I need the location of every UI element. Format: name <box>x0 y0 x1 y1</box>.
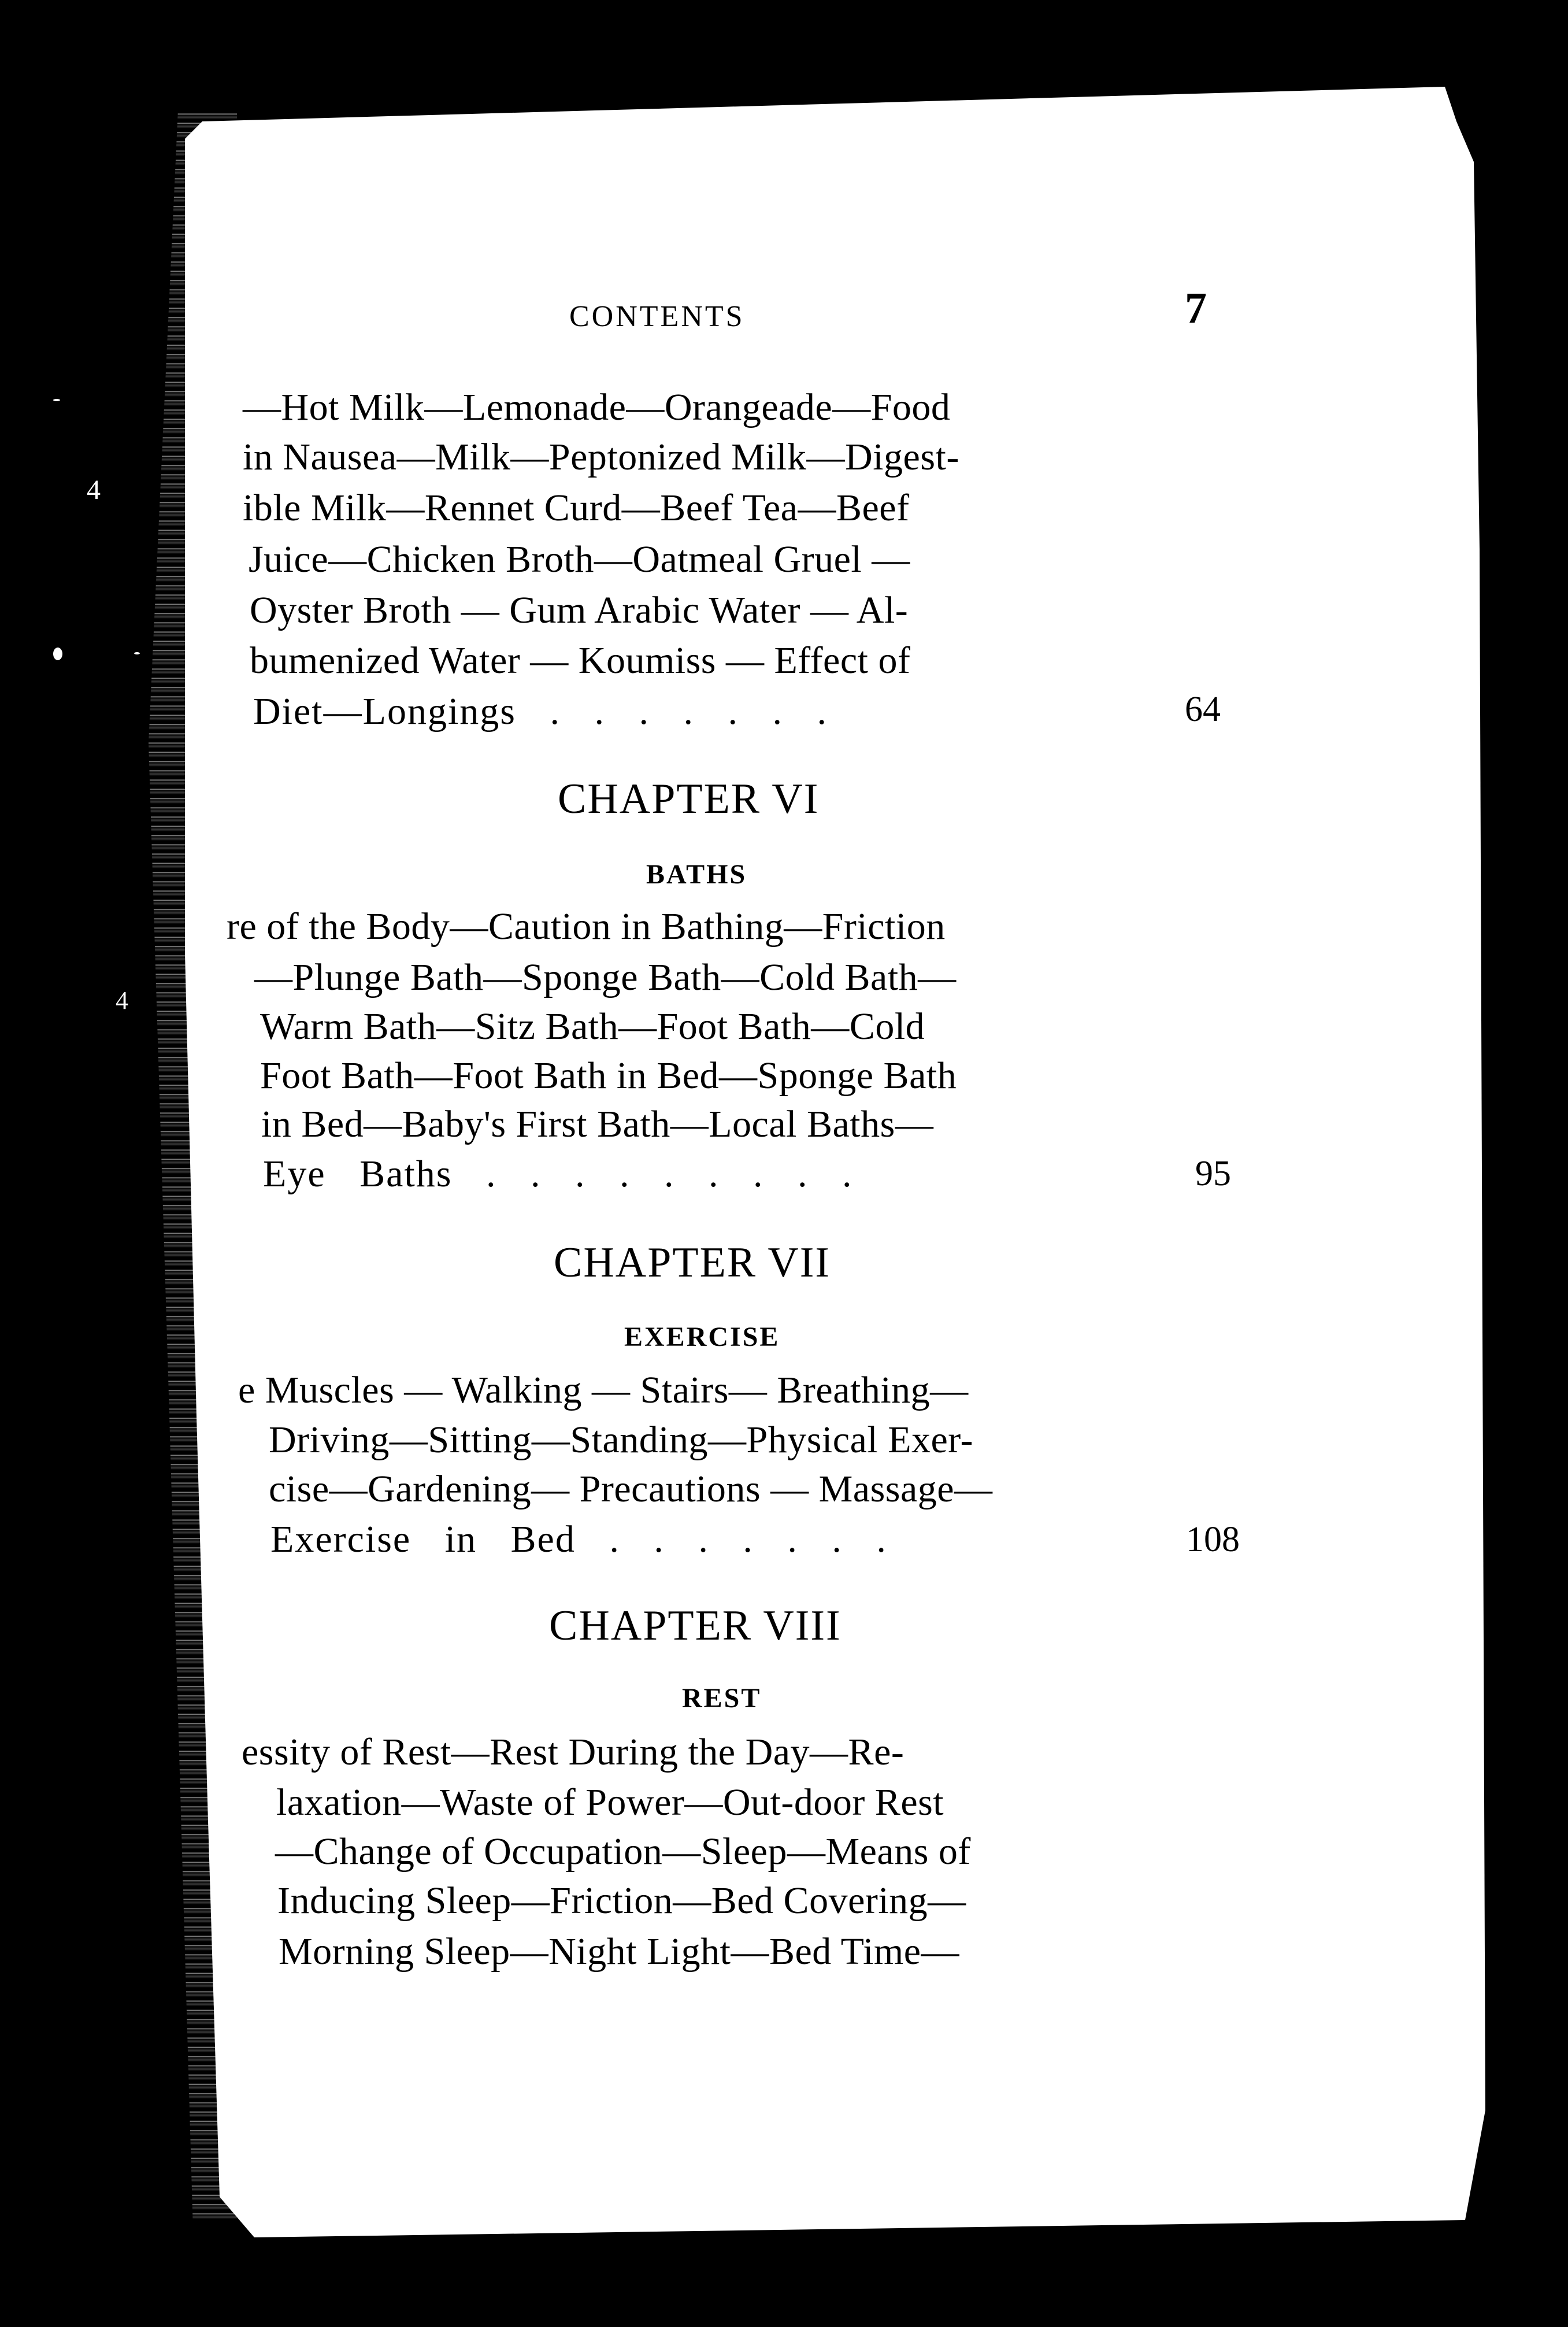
entry-text-line: Warm Bath—Sitz Bath—Foot Bath—Cold <box>260 1005 925 1048</box>
entry-text-line: e Muscles — Walking — Stairs— Breathing— <box>238 1369 969 1411</box>
entry-text-line: essity of Rest—Rest During the Day—Re- <box>242 1731 905 1773</box>
entry-text-line: laxation—Waste of Power—Out-door Rest <box>276 1781 944 1823</box>
entry-text-line: —Change of Occupation—Sleep—Means of <box>275 1830 971 1873</box>
scan-speck <box>53 399 60 401</box>
chapter-heading: CHAPTER VI <box>558 775 820 823</box>
entry-text-line: re of the Body—Caution in Bathing—Friction <box>227 905 946 948</box>
entry-text-line: Foot Bath—Foot Bath in Bed—Sponge Bath <box>260 1055 957 1097</box>
entry-page-number: 95 <box>1195 1154 1231 1193</box>
entry-text-line: ible Milk—Rennet Curd—Beef Tea—Beef <box>243 487 910 529</box>
entry-text-line: in Nausea—Milk—Peptonized Milk—Digest- <box>243 436 959 478</box>
chapter-subject: EXERCISE <box>624 1322 780 1352</box>
chapter-subject: BATHS <box>646 859 747 890</box>
entry-page-number: 64 <box>1185 690 1221 729</box>
entry-text-line: Exercise in Bed . . . . . . . <box>270 1518 887 1560</box>
page-number: 7 <box>1185 284 1207 332</box>
entry-text-line: —Hot Milk—Lemonade—Orangeade—Food <box>243 386 951 428</box>
entry-text-line: Diet—Longings . . . . . . . <box>253 690 828 732</box>
running-head: CONTENTS <box>569 300 745 333</box>
entry-text-line: cise—Gardening— Precautions — Massage— <box>269 1468 993 1510</box>
entry-text-line: bumenized Water — Koumiss — Effect of <box>250 639 911 682</box>
scan-speck <box>134 652 140 654</box>
chapter-subject: REST <box>682 1683 762 1714</box>
entry-page-number: 108 <box>1186 1520 1240 1559</box>
scan-speck <box>1409 497 1416 500</box>
entry-text-line: Morning Sleep—Night Light—Bed Time— <box>279 1930 960 1973</box>
chapter-heading: CHAPTER VII <box>554 1239 831 1286</box>
entry-text-line: Oyster Broth — Gum Arabic Water — Al- <box>250 589 909 631</box>
entry-text-line: Driving—Sitting—Standing—Physical Exer- <box>269 1419 973 1461</box>
scan-speck <box>53 648 62 660</box>
margin-mark: 4 <box>116 986 128 1015</box>
entry-text-line: in Bed—Baby's First Bath—Local Baths— <box>261 1103 934 1145</box>
entry-text-line: Inducing Sleep—Friction—Bed Covering— <box>277 1880 966 1922</box>
entry-text-line: Juice—Chicken Broth—Oatmeal Gruel — <box>249 538 910 580</box>
margin-mark: 4 <box>87 475 101 505</box>
entry-text-line: —Plunge Bath—Sponge Bath—Cold Bath— <box>254 956 957 998</box>
entry-text-line: Eye Baths . . . . . . . . . <box>263 1153 853 1195</box>
chapter-heading: CHAPTER VIII <box>549 1602 842 1649</box>
